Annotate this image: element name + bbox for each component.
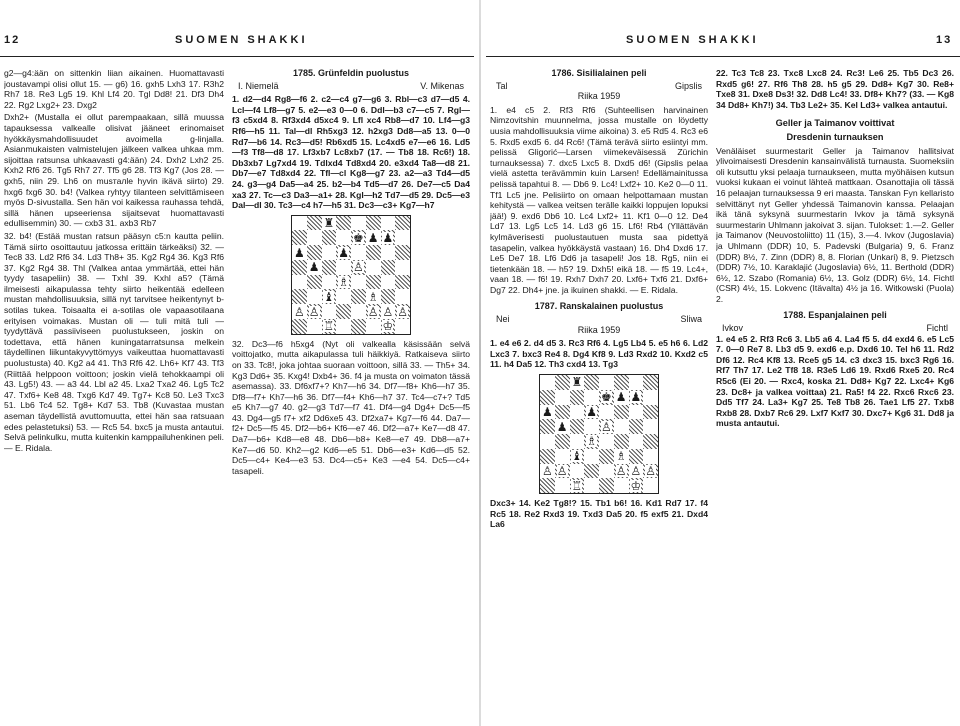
board-square: [292, 275, 307, 290]
board-square: [395, 260, 410, 275]
board-square: [599, 434, 614, 449]
board-square: [555, 390, 570, 405]
board-square: [336, 216, 351, 231]
board-square: [599, 464, 614, 479]
chess-piece: ♙: [630, 463, 642, 478]
board-square: [322, 216, 337, 231]
board-square: [322, 245, 337, 260]
board-square: [643, 375, 658, 390]
board-square: [555, 434, 570, 449]
game-1786-players: [496, 81, 702, 92]
game-1787-players: [496, 314, 702, 325]
board-square: [629, 434, 644, 449]
game-1785-title: 1785. Grünfeldin puolustus: [292, 68, 409, 78]
white-player: Nei: [496, 314, 510, 325]
board-square: [629, 478, 644, 493]
chess-piece: ♟: [293, 245, 305, 260]
chess-piece: ♟: [556, 419, 568, 434]
board-square: [599, 478, 614, 493]
board-square: [351, 289, 366, 304]
board-square: [540, 375, 555, 390]
board-square: [366, 230, 381, 245]
board-square: [351, 260, 366, 275]
board-square: [307, 230, 322, 245]
board-square: [599, 449, 614, 464]
chess-piece: ♙: [556, 463, 568, 478]
board-square: [570, 375, 585, 390]
chess-piece: ♚: [352, 230, 364, 245]
chess-piece: ♗: [367, 289, 379, 304]
left-page-number: 12: [4, 34, 21, 46]
board-square: [292, 230, 307, 245]
right-page-number: 13: [936, 34, 953, 46]
right-header-rule: [486, 56, 960, 57]
board-square: [381, 319, 396, 334]
board-square: [540, 419, 555, 434]
board-square: [307, 304, 322, 319]
board-square: [292, 245, 307, 260]
board-square: [366, 289, 381, 304]
chess-piece: ♙: [600, 419, 612, 434]
game-1786-title: 1786. Sisilialainen peli: [551, 68, 647, 78]
board-square: [614, 419, 629, 434]
board-square: [351, 304, 366, 319]
board-square: [584, 390, 599, 405]
chess-piece: ♙: [382, 304, 394, 319]
board-square: [336, 304, 351, 319]
board-square: [584, 434, 599, 449]
board-square: [366, 260, 381, 275]
board-square: [555, 375, 570, 390]
chess-piece: ♟: [367, 230, 379, 245]
board-square: [381, 216, 396, 231]
board-square: [366, 319, 381, 334]
board-square: [614, 478, 629, 493]
game-1786-text: 1. e4 c5 2. Rf3 Rf6 (Suhteellisen harvinainen Nimzovitshin muunnelma, jossa mustalle on löydetty uusia mahdollisuuksia viime aikoina) 3. e5 Rd5 4. Rc3 e6 5. Rxd5 exd5 6. d4 Rc6! (Tämä terävä siirto esiintyi mm. pelissä Gligorić—Larsen viimekeväisessä Zürichin turnauksessa) 7. dxc5 Lxc5 8. Dxd5 d6! (Gipslis pelaa vielä astetta terävämmin kuin Larsen! Edellämainitussa pelissä tapahtui 8. — Db6 9. Lc4! Lxf2+ 10. Ke2 0—0 11. Tf1 Lc5 jne. Pelisiirto on omaan helpottamaan mustan kehitystä — valkea veitsen terälle kaikki loppujen lopuksi jää!) 9. exd6 Db6 10. Lc4 Lxf2+ 11. Kf1 0—0 12. De4 Ld7 13. Lg5 Lc5 14. Ld3 g6 15. Lf6! Rb4 (Yllättävän kylmäverisesti puolustautuen musta saa pidettyä tasapelin, valkea hyökkäystä vastaan) 16. Dh4 Dxd6 17. Le5 De7 18. Lf6 Dd6 ja tasapeli! Jos 18. Rg5, niin ei tietenkään 18. — h5? 19. Dxh5! eikä 18. — f5 19. Lc4+, vaan 18. — f6! 19. Rxh7 Dxh7 20. Lxf6+ Txf6 21. Dxf6+ Dg7 22. Dh4+ jne. ja ikuinen shakki. — E. Ridala.: [490, 104, 708, 295]
board-square: [336, 319, 351, 334]
news-headline-2: Dresdenin turnauksen: [786, 131, 884, 142]
board-square: [584, 375, 599, 390]
chess-piece: ♟: [586, 404, 597, 419]
chess-piece: ♖: [323, 319, 335, 334]
board-square: [351, 319, 366, 334]
board-square: [381, 245, 396, 260]
board-square: [351, 216, 366, 231]
board-square: [584, 449, 599, 464]
board-square: [570, 390, 585, 405]
page-gutter: [479, 0, 481, 726]
chess-piece: ♔: [630, 478, 642, 493]
chess-piece: ♝: [323, 289, 335, 304]
board-square: [381, 304, 396, 319]
white-player: Tal: [496, 80, 508, 91]
board-square: [643, 478, 658, 493]
board-square: [366, 304, 381, 319]
chess-piece: ♖: [571, 478, 583, 493]
board-square: [629, 375, 644, 390]
board-square: [351, 230, 366, 245]
chess-piece: ♜: [323, 216, 335, 231]
game-1787-title: 1787. Ranskalainen puolustus: [534, 301, 664, 312]
board-square: [570, 464, 585, 479]
board-square: [555, 405, 570, 420]
left-header-rule: [0, 56, 474, 57]
board-square: [395, 275, 410, 290]
chess-piece: ♟: [338, 245, 349, 260]
board-square: [570, 449, 585, 464]
column-1: [4, 68, 224, 718]
board-square: [570, 434, 585, 449]
column-2: [232, 68, 470, 718]
board-square: [540, 405, 555, 420]
news-body: Venäläiset suurmestarit Geller ja Taimanov hallitsivat ylivoimaisesti Dresdenin kansainvälistä turnausta. Suomeksiin oli kutsuttu yksi pelaaja turnaukseen, mutta myöhäisen kutsun vuoksi kukaan ei voinut lähteä mattkaan. Osanottajia oli tässä 16 pelaajan turnauksessa 9 eri maasta. Tanskan Fyn kellaristo selvittänyt nyt Geller yhdessä Taimanovin kanssa. Pelaajan ikä tänä syksynä suurmestarin Ivkov ja tämä syksynä suurmestarin Uhlmann jakoivat 3. sijan. Tulokset: 1.—2. Geller ja Taimanov (Neuvostoliitto) 11 (15), 3.—4. Ivkov (Jugoslavia) ja Uhlmann (DDR) 10, 5. Padevski (Bulgaria) 9, 6. Franz (DDR) 8½, 7. Zinn (DDR) 8, 8. Florian (Unkari) 8, 9. Pietzsch (DDR) 7½, 10. Karaklajić (Jugoslavia) 6½, 11. Berthold (DDR) 6½, 12. Szabo (Romania) 6½, 13. Golz (DDR) 6½, 14. Fichtl (CSR) 4½, 15. Lokvenc (Itävalta) 4½ ja 16. Witkowski (Puola) 2.: [716, 145, 954, 304]
board-square: [307, 275, 322, 290]
board-square: [614, 390, 629, 405]
chess-piece: ♟: [615, 390, 627, 405]
black-player: Gipslis: [674, 80, 702, 91]
white-player: Ivkov: [722, 323, 744, 334]
board-square: [540, 449, 555, 464]
game-1787-moves-continued: Dxc3+ 14. Ke2 Tg8!? 15. Tb1 b6! 16. Kd1 Rd7 17. f4 Rc5 18. Re2 Rxd3 19. Txd3 Da5 20. f5 exf5 21. Dxd4 La6: [490, 498, 708, 530]
board-square: [292, 319, 307, 334]
board-square: [307, 319, 322, 334]
chess-piece: ♙: [541, 463, 553, 478]
chess-piece: ♗: [615, 449, 627, 464]
board-square: [570, 419, 585, 434]
board-square: [614, 464, 629, 479]
right-running-head: SUOMEN SHAKKI: [626, 34, 759, 46]
board-square: [555, 464, 570, 479]
board-square: [381, 260, 396, 275]
chess-piece: ♜: [571, 375, 583, 390]
board-square: [351, 245, 366, 260]
board-square: [614, 449, 629, 464]
board-square: [584, 464, 599, 479]
board-square: [322, 319, 337, 334]
white-player: I. Niemelä: [238, 80, 279, 91]
board-square: [381, 230, 396, 245]
board-square: [336, 275, 351, 290]
black-player: V. Mikenas: [420, 80, 464, 91]
game-1787-moves-end: 22. Tc3 Tc8 23. Txc8 Lxc8 24. Rc3! Le6 25. Tb5 Dc3 26. Rxd5 g6! 27. Rf6 Th8 28. h5 g5 29. Dd8+ Kg7 30. Re8+ Txe8 31. Dxe8 Ds3! 32. Dd8 Lc4! 33. Df8+ Kh7? (33. — Kg8 34 Dd8+ Kh7!) 34. Tb3 Le2+ 35. Kel Ld3+ valkea antautui.: [716, 68, 954, 110]
board-square: [366, 245, 381, 260]
board-square: [540, 390, 555, 405]
col1-para-2: Dxh2+ (Mustalla ei ollut parempaakaan, sillä muussa tapauksessa valkealle olisivat jääneet erinomaiset hyökkäysmahdollisuudet avoimella g-linjalla. Asianmukaisten valmistelujen jälkeen valkea uhkaa mm. sijoittaa ratsunsa uhkaavasti g4:ään) 24. Dxh2 Lxh2 25. Kxh2 Rf6 26. Tg5 Rh7 27. Tf5 g6 28. Tf3 Kg7 (Jos 28. — gxh5, niin 29. Lh6 on musталle hyvin ikävä siirto) 29. hxg6 fxg6 30. b4! (Valkea ryhtyy tilanteen selvittämiseen myös D-sivustalla. Sen hän voi kaikessa rauhassa tehdä, sillä hänen upseeriensa sijaitsevat huomattavasti edullisemmin) 30. — cxb3 31. axb3 Rb7: [4, 112, 224, 229]
chess-piece: ♙: [308, 304, 320, 319]
board-square: [336, 289, 351, 304]
chess-piece: ♙: [367, 304, 379, 319]
board-square: [643, 405, 658, 420]
board-square: [540, 478, 555, 493]
board-square: [322, 275, 337, 290]
board-square: [322, 230, 337, 245]
board-square: [584, 419, 599, 434]
board-square: [307, 245, 322, 260]
board-square: [322, 260, 337, 275]
board-square: [336, 260, 351, 275]
board-square: [629, 449, 644, 464]
board-square: [366, 216, 381, 231]
board-square: [395, 319, 410, 334]
board-square: [292, 260, 307, 275]
board-square: [395, 216, 410, 231]
chess-piece: ♙: [352, 260, 364, 275]
chess-piece: ♔: [382, 319, 394, 334]
board-square: [395, 245, 410, 260]
game-1788-title: 1788. Espanjalainen peli: [783, 310, 887, 321]
board-square: [599, 405, 614, 420]
board-square: [292, 304, 307, 319]
board-square: [629, 419, 644, 434]
board-square: [614, 375, 629, 390]
board-square: [540, 464, 555, 479]
game-1787-moves: 1. e4 e6 2. d4 d5 3. Rc3 Rf6 4. Lg5 Lb4 5. e5 h6 6. Ld2 Lxc3 7. bxc3 Re4 8. Dg4 Kf8 9. Ld3 Rxd2 10. Kxd2 c5 11. h4 Da5 12. Th3 cxd4 13. Tg3: [490, 338, 708, 370]
board-square: [336, 230, 351, 245]
board-square: [540, 434, 555, 449]
board-square: [643, 434, 658, 449]
board-square: [584, 478, 599, 493]
chess-diagram: [291, 215, 411, 335]
board-square: [292, 289, 307, 304]
chess-piece: ♗: [338, 275, 349, 290]
chess-piece: ♟: [382, 230, 394, 245]
board-square: [381, 289, 396, 304]
board-square: [599, 419, 614, 434]
board-square: [643, 464, 658, 479]
chess-diagram-2: [539, 374, 659, 494]
game-1785-moves-continued: 32. Dc3—f6 h5xg4 (Nyt oli valkealla käsissään selvä voittojatko, mutta aikapulassa tuli häikkiyä. Ratkaiseva siirto on 33. Tc8!, joka johtaa suoraan voittoon, sillä 33. — Th5+ 34. Kg3 Dd6+ 35. Kxg4! Dxb4+ 36. f4 ja musta on voimaton tässä asemassa). 33. Df6xf7+? Kh7—h6 34. Df7—f8+ Kh6—h7 35. Df8—f7+ Kh7—h6 36. Df7—f4+ Kh6—h7 37. Tc4—c7+? Td5 e5 Kh7—g7 40. g2—g3 Td7—f7 41. Df4—g4 Dg4+ Dc5—f5 43. Dg4—g5 f7+ xf2 Dd6xe5 43. Df2xa7+ Kg7—f6 44. Da7—f2+ Dc5—f5 45. Df2—b6+ Kf6—e7 46. Df2—a7+ Ke7—d8 47. Da7—b6+ Kd8—e8 48. Db6—b8+ Ke8—e7 49. Db8—a7+ Ke7—d6 50. Kh2—g2 Kd6—e5 51. Db6—e3+ Kd6—d5 52. Dc5—c4+ Ke4—e3 53. Dc4—c5+ Ke3 —e4 54. Dc5—c4+ tasapeli.: [232, 338, 470, 476]
board-square: [599, 375, 614, 390]
left-running-head: SUOMEN SHAKKI: [175, 34, 308, 46]
board-square: [307, 260, 322, 275]
chess-piece: ♙: [293, 304, 305, 319]
board-square: [555, 478, 570, 493]
board-square: [614, 405, 629, 420]
game-1788-moves: 1. e4 e5 2. Rf3 Rc6 3. Lb5 a6 4. La4 f5 5. d4 exd4 6. e5 Lc5 7. 0—0 Re7 8. Lb3 d5 9. exd6 e.p. Dxd6 10. Tel h6 11. Rd2 Df6 12. Rc4 Kf8 13. Rce5 g5 14. c3 dxc3 15. bxc3 Rg6 16. Rf7 Th7 17. Le2 Tf8 18. R3e5 Ld6 19. Rxd6 Rxe5 20. Rc4 R5c6 (Ei 20. — Rxc4, koska 21. Dd8+ Kg7 22. Lxc4+ Kg6 23. Dc8+ ja valkea voittaa) 21. Ra5! f4 22. Rxc6 Rxc6 23. Dd5 Tf7 24. La3+ Kg7 25. Te8 Tb8 26. Tae1 Lf5 27. Txb8 Rxb8 28. Dxb7 Rc6 29. Lxf7 Kxf7 30. Dxc7+ Kg6 31. Dd8 ja musta antautui.: [716, 333, 954, 429]
board-square: [395, 304, 410, 319]
chess-piece: ♟: [630, 390, 642, 405]
black-player: Fichtl: [926, 323, 948, 334]
black-player: Sliwa: [680, 314, 702, 325]
game-1788-players: [722, 323, 948, 334]
board-square: [366, 275, 381, 290]
game-1786-event: Riika 1959: [577, 91, 621, 102]
board-square: [570, 478, 585, 493]
board-square: [643, 390, 658, 405]
board-square: [555, 419, 570, 434]
chess-piece: ♗: [586, 434, 597, 449]
board-square: [322, 289, 337, 304]
chess-piece: ♙: [645, 463, 656, 478]
board-square: [629, 390, 644, 405]
chess-piece: ♙: [397, 304, 408, 319]
column-3: [490, 68, 708, 718]
game-1785-moves: 1. d2—d4 Rg8—f6 2. c2—c4 g7—g6 3. Rbl—c3 d7—d5 4. Lcl—f4 Lf8—g7 5. e2—e3 0—0 6. Ddl—b3 c7—c5 7. Rgl—f3 c5xd4 8. Rf3xd4 d5xc4 9. Lfl xc4 Rb8—d7 10. Lf4—g3 Rf6—h5 11. Tal—dl Rh5xg3 12. h2xg3 Dd8—a5 13. 0—0 Rd7—b6 14. Rc3—d5! Rb6xd5 15. Lc4xd5 e7—e6 16. Ld5—f3 Tf8—d8 17. Lf3xb7 Lc8xb7 (17. — Tb8 18. Rc6!) 18. Db3xb7 Lg7xd4 19. Tdlxd4 Td8xd4 20. e3xd4 Ta8—d8 21. Db7—e7 Td8xd4 22. Tfl—cl Kg8—g7 23. a2—a3 Td4—d5 24. g3—g4 Da5—a4 25. b2—b4 Td5—d7 26. De7—c5 Da4 xa3 27. Tc—c3 Da3—a1+ 28. Kgl—h2 Td7—d5 29. Dc5—e3 Dal—dl 30. Tc3—c4 h7—h5 31. Dc3—c3+ Kg7—h7: [232, 94, 470, 211]
board-square: [351, 275, 366, 290]
game-1785-players: [238, 81, 464, 92]
col1-para-3: 32. b4! (Estää mustan ratsun pääsyn c5:n kautta peliin. Tämä siirto osoittautuu jatkossa erittäin tärkeäksi) 32. — Tec8 33. Ld2 Rf6 34. Ld3 Th8+ 35. Kg2 Rg4 36. Kg3 Rf6 37. Kg2 Rg4 38. Thl (Valkea antaa ymmärtää, ettei hän tyydy tasapeliin) 38. — Txhl 39. Kxhl a5? (Tämä ilmeisesti aikapulassa tehty siirto heikentää edelleen mustan mahdollisuuksia, sillä nyt tarvitsee heikentynyt b-sotilas tukea. Toisaalta ei a-sotilas ole vapaasotilaana erityisen voimakas. Mustan oli — tuli mitä tuli — tyydyttävä passiiviseen puolustukseen, joskin on todettava, että hänen kuningatarratsunsa melkein täydellinen liikuntakyvyttömyys vaikeuttaa huomattavasti puolustusta) 40. Kg2 a4 41. Th3 Rf6 42. Lh6+ Kf7 43. Tf3 (Riittää helppoon voittoon; joskin vielä tehokkaampi oli 43. Lg5!) 43. — a3 44. Lbl a2 45. Lxa2 Txa2 46. Lg5 Tc2 47. Txf6+ Ke8 48. Txg6 Kd7 49. Tg7+ Kc8 50. Le3 Txc3 51. Lb6 Tc4 52. Tg8+ Kd7 53. Tb8 (Kuvastaa mustan aseman täydellistä avuttomuutta, ettei hän saa ratsuaan edes pelastetuksi) 53. — Rc5 54. bxc5 ja musta antautui. Selvä pelinkulku, mutta kuitenkin kamppailuhenkinen peli. — E. Ridala.: [4, 230, 224, 453]
board-square: [555, 449, 570, 464]
board-square: [643, 449, 658, 464]
board-square: [643, 419, 658, 434]
board-square: [307, 216, 322, 231]
chess-piece: ♚: [600, 390, 612, 405]
board-square: [336, 245, 351, 260]
board-square: [570, 405, 585, 420]
board-square: [381, 275, 396, 290]
board-square: [292, 216, 307, 231]
board-square: [584, 405, 599, 420]
chess-piece: ♝: [571, 449, 583, 464]
board-square: [629, 405, 644, 420]
board-square: [322, 304, 337, 319]
game-1787-event: Riika 1959: [577, 324, 621, 335]
col1-para-1: g2—g4:ään on sittenkin liian aikainen. Huomattavasti joustavampi olisi ollut 15. — g6) 16. gxh5 Lxh3 17. R3h2 Rh7 18. Re3 Lg5 19. Khl Lf4 20. Tgl Dd8! 21. Df3 Dh4 22. Rg2 Lxg2+ 23. Dxg2: [4, 68, 224, 110]
board-square: [307, 289, 322, 304]
board-square: [599, 390, 614, 405]
chess-piece: ♙: [615, 463, 627, 478]
chess-piece: ♟: [308, 260, 320, 275]
board-square: [395, 230, 410, 245]
board-square: [395, 289, 410, 304]
news-headline-1: Geller ja Taimanov voittivat: [775, 118, 895, 129]
chess-piece: ♟: [541, 404, 553, 419]
column-4: [716, 68, 954, 718]
board-square: [614, 434, 629, 449]
board-square: [629, 464, 644, 479]
